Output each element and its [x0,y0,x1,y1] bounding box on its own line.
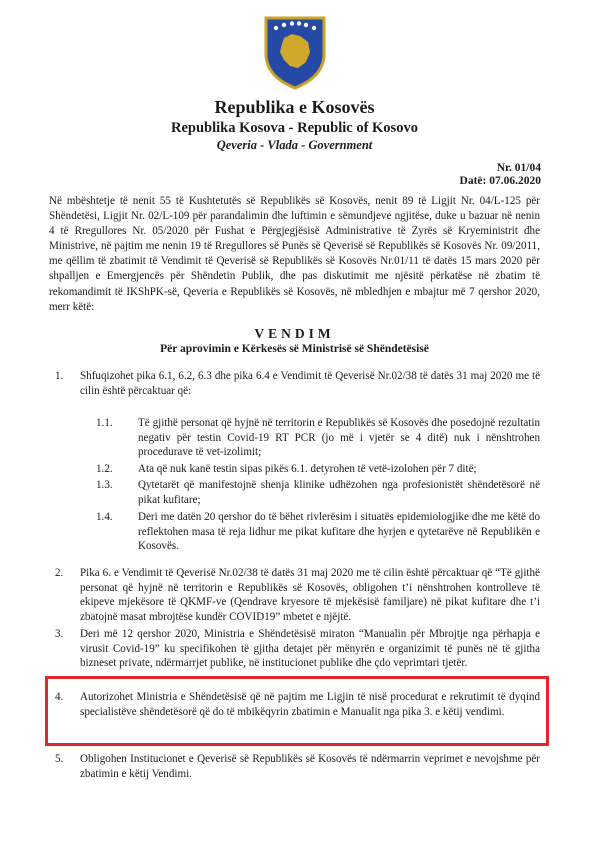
sub-item-number: 1.1. [96,417,113,429]
item-text: Pika 6. e Vendimit të Qeverisë Nr.02/38 të datës 31 maj 2020 me të cilin është përcaktuar që “Të gjithë personat që hyjnë në territorin e Republikës së Kosovës, obligohen t’i nënshtrohen kontrolleve të ekipeve mjekësore të QKMF-ve (Qendrave kryesore të mjekësisë familjare) në pikat kufitare dhe t’i zbatojnë masat mbrojtëse kundër COVID19” mbetet e njëjtë. [80,567,540,623]
sub-item-text: Deri me datën 20 qershor do të bëhet rivlerësim i situatës epidemiologjike dhe me këtë do reflektohen masa të reja lidhur me pikat kufitare dhe hyrjen e qytetarëve në Republikën e Kosovës. [138,511,540,553]
sub-item-number: 1.4. [96,511,113,523]
sub-item-number: 1.3. [96,479,113,491]
sub-item-text: Qytetarët që manifestojnë shenja klinike udhëzohen nga profesionistët shëndetësorë në pikat kufitare; [138,479,540,506]
item-text: Autorizohet Ministria e Shëndetësisë që në pajtim me Ligjin të nisë procedurat e rekrutimit të dyqind specialistëve shëndetësorë që do të mbikëqyrin zbatimin e Manualit nga pika 3. e këtij vendimi. [80,691,540,718]
sub-item [96,478,540,507]
government-subtitle: Qeveria - Vlada - Government [216,138,373,152]
decision-item [55,752,540,781]
document-date: Datë: 07.06.2020 [459,175,541,187]
decision-subtitle: Për aprovimin e Kërkesës së Ministrisë së Shëndetësisë [160,343,429,355]
sub-item [96,462,540,477]
highlight-box [45,676,549,746]
kosovo-coat-of-arms-icon [262,14,328,90]
item-number: 5. [55,753,64,765]
decision-title: VENDIM [254,326,335,341]
republic-title-albanian: Republika e Kosovës [214,97,375,117]
document-number: Nr. 01/04 [496,162,541,174]
item-number: 4. [55,691,64,703]
sub-item-text: Të gjithë personat që hyjnë në territorin e Republikës së Kosovës dhe posedojnë rezultatin negativ për testin Covid-19 RT PCR (jo më i vjetër se 4 ditë) nuk i nënshtrohen procedurave të vet-izolimit; [138,417,540,459]
decision-item [55,627,540,671]
item-number: 3. [55,628,64,640]
item-text: Deri më 12 qershor 2020, Ministria e Shëndetësisë miraton “Manualin për Mbrojtje nga përhapja e virusit Covid-19” ku specifikohen të gjitha detajet për mënyrën e organizimit të punës në të gjitha bizneset private, ndërmarrjet publike, në institucionet publike dhe çdo veprimtari tjetër. [80,628,540,670]
item-number: 2. [55,567,64,579]
decision-item [55,369,540,398]
item-text: Obligohen Institucionet e Qeverisë së Republikës së Kosovës të ndërmarrin veprimet e nevojshme për zbatimin e këtij Vendimi. [80,753,540,780]
item-text: Shfuqizohet pika 6.1, 6.2, 6.3 dhe pika 6.4 e Vendimit të Qeverisë Nr.02/38 të datës 31 maj 2020 me të cilin është përcaktuar që: [80,370,540,397]
sub-item-number: 1.2. [96,463,113,475]
sub-item [96,416,540,460]
sub-item [96,510,540,554]
preamble-paragraph: Në mbështetje të nenit 55 të Kushtetutës së Republikës së Kosovës, nenit 89 të Ligjit Nr. 04/L-125 për Shëndetësi, Ligjit Nr. 02/L-109 për parandalimin dhe luftimin e sëmundjeve ngjitëse, duke u bazuar në nenin 4 të Rregullores Nr. 05/2020 për Fushat e Përgjegjësisë Administrative të Zyrës së Kryeministrit dhe Ministrive, në pajtim me nenin 19 të Rregullores së Punës së Qeverisë së Republikës së Kosovës Nr. 09/2011, me qëllim të zbatimit të Vendimit të Qeverisë së Republikës së Kosovës Nr.01/11 të datës 15 mars 2020 për shpalljen e Emergjencës për Shëndetin Publik, dhe pas diskutimit me njësitë përkatëse në zbatim të rekomandimit të IKShPK-së, Qeveria e Republikës së Kosovës, në mbledhjen e mbajtur më 7 qershor 2020, merr këtë: [49,195,540,313]
sub-item-text: Ata që nuk kanë testin sipas pikës 6.1. detyrohen të vetë-izolohen për 7 ditë; [138,463,477,475]
decision-item [55,566,540,624]
republic-title-multilingual: Republika Kosova - Republic of Kosovo [171,120,418,136]
item-number: 1. [55,370,64,382]
